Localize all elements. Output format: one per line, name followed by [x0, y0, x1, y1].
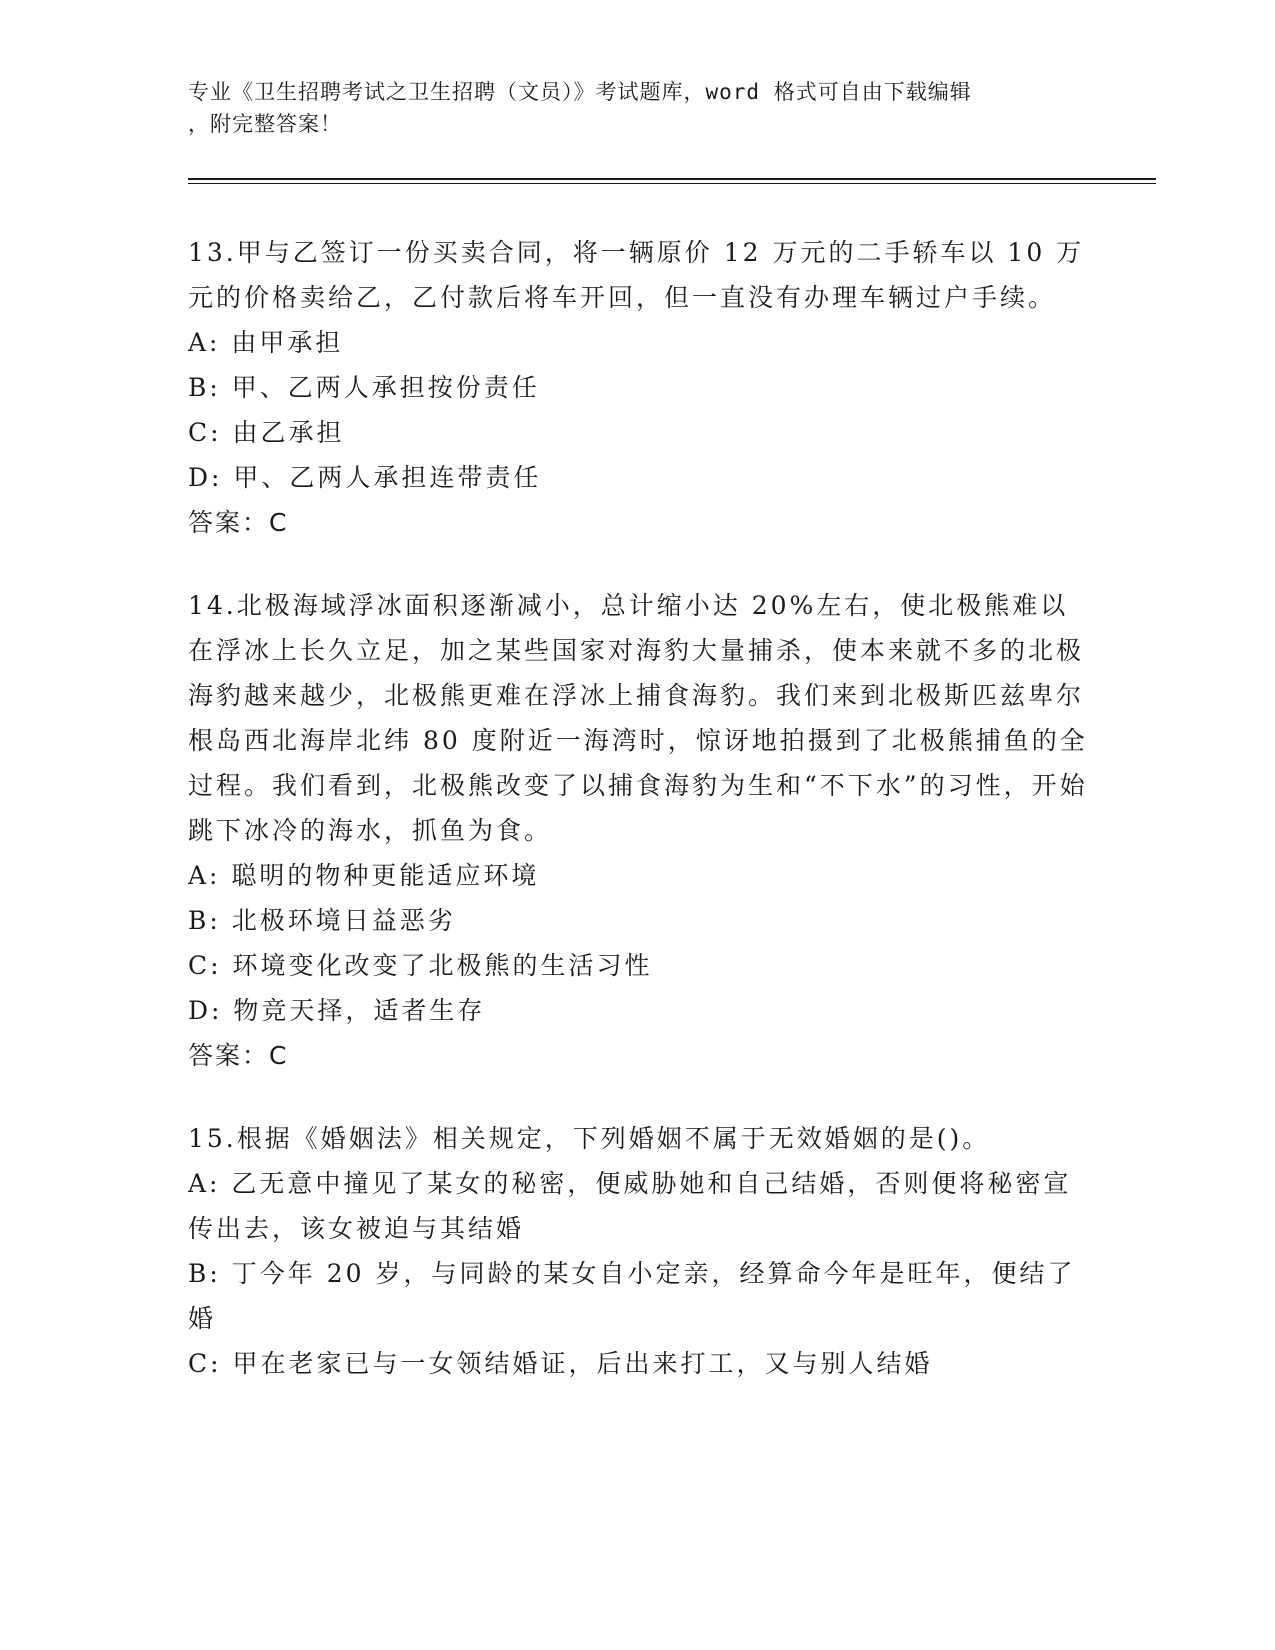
page-header: 专业《卫生招聘考试之卫生招聘（文员）》考试题库，word 格式可自由下载编辑 ，附完整答案！ [188, 80, 972, 136]
option-c: C: 由乙承担 [188, 418, 345, 447]
option-b: B: 甲、乙两人承担按份责任 [188, 373, 540, 402]
option-c: C: 甲在老家已与一女领结婚证，后出来打工，又与别人结婚 [188, 1349, 933, 1378]
header-rule-thin [188, 183, 1156, 184]
question-15 [188, 1116, 1088, 1386]
question-text: 15.根据《婚姻法》相关规定，下列婚姻不属于无效婚姻的是()。 [188, 1124, 991, 1153]
option-b: B: 丁今年 20 岁，与同龄的某女自小定亲，经算命今年是旺年，便结了婚 [188, 1259, 1076, 1333]
option-a: A: 由甲承担 [188, 328, 344, 357]
question-13 [188, 230, 1088, 545]
option-d: D: 物竞天择，适者生存 [188, 996, 486, 1025]
question-list [188, 230, 1088, 1424]
option-b: B: 北极环境日益恶劣 [188, 906, 456, 935]
option-a: A: 乙无意中撞见了某女的秘密，便威胁她和自己结婚，否则便将秘密宣传出去，该女被迫与其结婚 [188, 1169, 1072, 1243]
answer-label: 答案：C [188, 1041, 289, 1070]
option-a: A: 聪明的物种更能适应环境 [188, 861, 540, 890]
option-c: C: 环境变化改变了北极熊的生活习性 [188, 951, 653, 980]
option-d: D: 甲、乙两人承担连带责任 [188, 463, 542, 492]
question-14 [188, 583, 1088, 1078]
question-text: 13.甲与乙签订一份买卖合同，将一辆原价 12 万元的二手轿车以 10 万元的价格卖给乙，乙付款后将车开回，但一直没有办理车辆过户手续。 [188, 238, 1085, 312]
question-text: 14.北极海域浮冰面积逐渐减小，总计缩小达 20%左右，使北极熊难以在浮冰上长久立足，加之某些国家对海豹大量捕杀，使本来就不多的北极海豹越来越少，北极熊更难在浮冰上捕食海豹。我们来到北极斯匹兹卑尔根岛西北海岸北纬 80 度附近一海湾时，惊讶地拍摄到了北极熊捕鱼的全过程。我们看到，北极熊改变了以捕食海豹为生和“不下水”的习性，开始跳下冰冷的海水，抓鱼为食。 [188, 591, 1088, 845]
header-rule-thick [188, 178, 1156, 180]
answer-label: 答案：C [188, 508, 289, 537]
